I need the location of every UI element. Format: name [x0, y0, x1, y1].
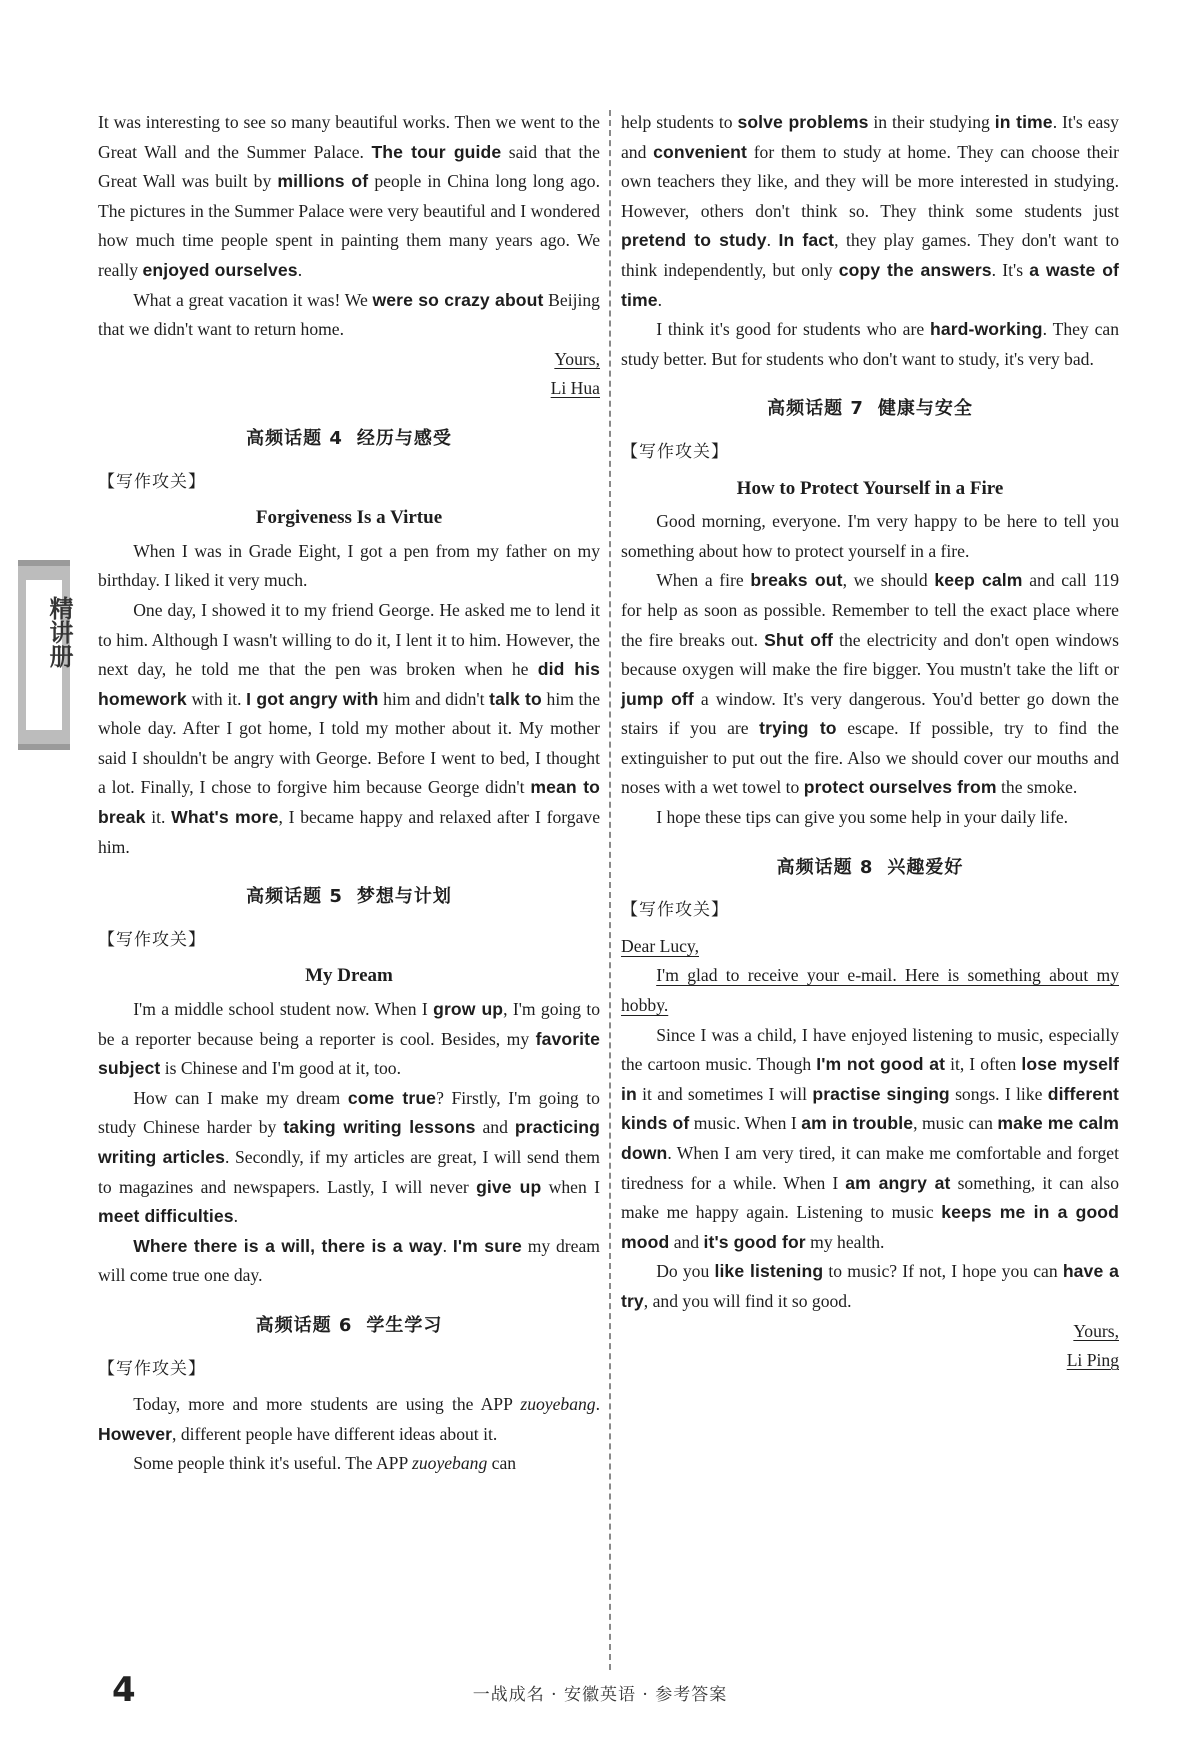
- writing-tag: 【写作攻关】: [98, 471, 206, 492]
- paragraph: What a great vacation it was! We were so crazy about Beijing that we didn't want to return home.: [98, 289, 600, 340]
- writing-tag: 【写作攻关】: [621, 441, 729, 462]
- signature-name: Li Hua: [550, 378, 600, 399]
- right-column: [621, 108, 1119, 1376]
- paragraph: help students to solve problems in their studying in time. It's easy and convenient for them to study at home. They can choose their own teachers they like, and they will be more interested in studying. However, others don't think so. They think some students just pretend to study. In fact, they play games. They don't want to think independently, but only copy the answers. It's a waste of time.: [621, 112, 1120, 310]
- writing-tag: 【写作攻关】: [621, 900, 729, 921]
- writing-tag: 【写作攻关】: [98, 1358, 206, 1379]
- section-side-tab: [18, 560, 73, 750]
- paragraph: Where there is a will, there is a way. I'm sure my dream will come true one day.: [98, 1235, 600, 1286]
- side-tab-label: 精讲册: [45, 596, 73, 668]
- paragraph: How can I make my dream come true? Firstly, I'm going to study Chinese harder by taking writing lessons and practicing writing articles. Secondly, if my articles are great, I will send them to magazines and newspapers. Lastly, I will never give up when I meet difficulties.: [98, 1087, 600, 1227]
- topic-heading: 高频话题 4 经历与感受: [246, 427, 452, 449]
- paragraph: Good morning, everyone. I'm very happy to be here to tell you something about how to protect yourself in a fire.: [621, 511, 1119, 561]
- essay-title: My Dream: [305, 965, 393, 987]
- paragraph: Some people think it's useful. The APP zuoyebang can: [133, 1453, 517, 1474]
- essay-title: How to Protect Yourself in a Fire: [736, 477, 1004, 499]
- paragraph: Since I was a child, I have enjoyed listening to music, especially the cartoon music. Though I'm not good at it, I often lose myself in it and sometimes I will practise singing songs. I like different kinds of music. When I am in trouble, music can make me calm down. When I am very tired, it can make me comfortable and forget tiredness for a while. When I am angry at something, it can also make me happy again. Listening to music keeps me in a good mood and it's good for my health.: [621, 1024, 1120, 1252]
- page-footer: 一战成名 · 安徽英语 · 参考答案: [472, 1685, 728, 1705]
- paragraph: I think it's good for students who are hard-working. They can study better. But for students who don't want to study, it's very bad.: [621, 319, 1119, 369]
- paragraph: It was interesting to see so many beautiful works. Then we went to the Great Wall and the Summer Palace. The tour guide said that the Great Wall was built by millions of people in China long long ago. The pictures in the Summer Palace were very beautiful and I wondered how much time people spent in painting them many years ago. We really enjoyed ourselves.: [98, 112, 600, 280]
- topic-heading: 高频话题 6 学生学习: [255, 1314, 443, 1336]
- paragraph: One day, I showed it to my friend George. He asked me to lend it to him. Although I wasn't willing to do it, I lent it to him. However, the next day, he told me that the pen was broken when he did his homework with it. I got angry with him and didn't talk to him the whole day. After I got home, I told my mother about it. My mother said I shouldn't be angry with George. Before I went to bed, I thought a lot. Finally, I chose to forgive him because George didn't mean to break it. What's more, I became happy and relaxed after I forgave him.: [98, 599, 601, 857]
- signature-closing: Yours,: [554, 348, 600, 369]
- paragraph: When a fire breaks out, we should keep calm and call 119 for help as soon as possible. Remember to tell the exact place where the fire breaks out. Shut off the electricity and don't open windows because oxygen will make the fire bigger. You mustn't take the lift or jump off a window. It's very dangerous. You'd better go down the stairs if you are trying to escape. If possible, try to find the extinguisher to put out the fire. Also we should cover our mouths and noses with a wet towel to protect ourselves from the smoke.: [621, 570, 1119, 798]
- topic-heading: 高频话题 5 梦想与计划: [246, 886, 452, 908]
- paragraph: Do you like listening to music? If not, I hope you can have a try, and you will find it so good.: [621, 1261, 1119, 1311]
- topic-heading: 高频话题 7 健康与安全: [767, 398, 973, 420]
- paragraph: I'm glad to receive your e-mail. Here is something about my hobby.: [621, 965, 1119, 1016]
- page-number: 4: [112, 1670, 136, 1710]
- paragraph: Today, more and more students are using the APP zuoyebang. However, different people have different ideas about it.: [98, 1394, 600, 1444]
- column-divider: [609, 110, 611, 1670]
- paragraph: I'm a middle school student now. When I grow up, I'm going to be a reporter because being a reporter is cool. Besides, my favorite subject is Chinese and I'm good at it, too.: [98, 999, 601, 1079]
- signature-name: Li Ping: [1066, 1350, 1119, 1371]
- paragraph: When I was in Grade Eight, I got a pen from my father on my birthday. I liked it very much.: [98, 540, 600, 591]
- left-column: [98, 108, 600, 1479]
- essay-title: Forgiveness Is a Virtue: [255, 507, 443, 529]
- signature-closing: Yours,: [1073, 1320, 1119, 1341]
- letter-greeting: Dear Lucy,: [621, 935, 699, 956]
- topic-heading: 高频话题 8 兴趣爱好: [776, 856, 964, 878]
- paragraph: I hope these tips can give you some help in your daily life.: [656, 807, 1069, 828]
- writing-tag: 【写作攻关】: [98, 929, 206, 950]
